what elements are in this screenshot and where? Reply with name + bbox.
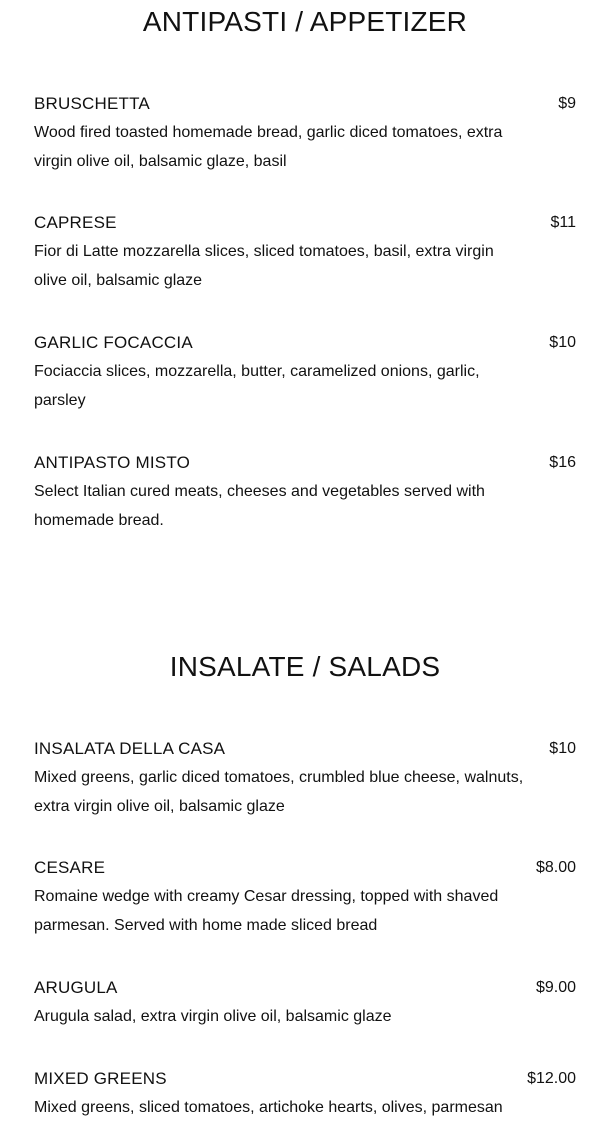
- menu-item-name: CAPRESE: [34, 213, 117, 232]
- menu-item-name: ARUGULA: [34, 978, 118, 997]
- section-title-appetizer: ANTIPASTI / APPETIZER: [142, 6, 468, 37]
- menu-item-price: $9.00: [535, 979, 576, 996]
- menu-item-name: INSALATA DELLA CASA: [34, 739, 226, 758]
- menu-item-description: Arugula salad, extra virgin olive oil, balsamic glaze: [34, 1008, 392, 1025]
- section-title-salads: INSALATE / SALADS: [169, 651, 441, 682]
- menu-item-description: Select Italian cured meats, cheeses and vegetables served with homemade bread.: [34, 483, 485, 529]
- menu-item-price: $16: [549, 454, 576, 471]
- menu-item-description: Mixed greens, garlic diced tomatoes, crumbled blue cheese, walnuts, extra virgin olive oil, balsamic glaze: [34, 769, 524, 815]
- menu-item-name: ANTIPASTO MISTO: [34, 453, 191, 472]
- menu-item-price: $8.00: [535, 859, 576, 876]
- menu-item-name: GARLIC FOCACCIA: [34, 333, 193, 352]
- menu-item-price: $10: [549, 334, 576, 351]
- menu-item-description: Fior di Latte mozzarella slices, sliced tomatoes, basil, extra virgin olive oil, balsamic glaze: [34, 243, 494, 289]
- menu-item-name: MIXED GREENS: [34, 1069, 167, 1088]
- menu-item-price: $11: [550, 214, 576, 231]
- menu-item-description: Romaine wedge with creamy Cesar dressing, topped with shaved parmesan. Served with home made sliced bread: [34, 888, 499, 934]
- menu-item-description: Fociaccia slices, mozzarella, butter, caramelized onions, garlic, parsley: [34, 363, 480, 409]
- menu-item-description: Mixed greens, sliced tomatoes, artichoke hearts, olives, parmesan: [34, 1099, 503, 1116]
- menu-item-name: CESARE: [34, 858, 106, 877]
- menu-item-price: $12.00: [527, 1070, 576, 1087]
- menu-item-price: $9: [558, 95, 576, 112]
- menu-item-description: Wood fired toasted homemade bread, garlic diced tomatoes, extra virgin olive oil, balsamic glaze, basil: [34, 124, 503, 170]
- menu-item-name: BRUSCHETTA: [34, 94, 150, 113]
- menu-item-price: $10: [549, 740, 576, 757]
